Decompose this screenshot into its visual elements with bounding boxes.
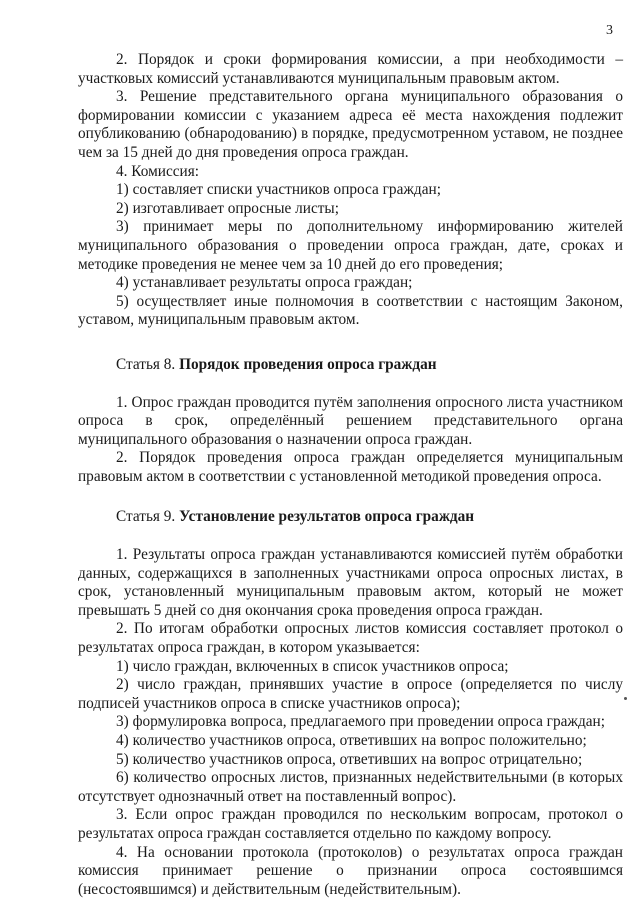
article-prefix: Статья 8. [116, 355, 176, 373]
paragraph: 1. Результаты опроса граждан устанавливаются комиссией путём обработки данных, содержащихся в заполненных участниками опроса опросных листах, в срок, установленный муниципальным правовым актом, который не может превышать 5 дней со дня окончания срока проведения опроса граждан. [78, 546, 623, 619]
paragraph: 2. Порядок проведения опроса граждан определяется муниципальным правовым актом в соответствии с установленной методикой проведения опроса. [78, 449, 623, 485]
scan-speck [624, 697, 627, 700]
paragraph: 3. Решение представительного органа муниципального образования о формировании комиссии с указанием адреса её места нахождения подлежит опубликованию (обнародованию) в порядке, предусмотренном уставом, не позднее чем за 15 дней до дня проведения опроса граждан. [78, 88, 623, 161]
article-title: Порядок проведения опроса граждан [179, 355, 437, 373]
paragraph: 4. Комиссия: [116, 162, 200, 180]
list-item: 5) осуществляет иные полномочия в соответствии с настоящим Законом, уставом, муниципальным правовым актом. [78, 292, 623, 329]
list-item: 4) количество участников опроса, ответивших на вопрос положительно; [116, 732, 587, 749]
page-number: 3 [606, 23, 613, 38]
list-item: 2) число граждан, принявших участие в опросе (определяется по числу подписей участников опроса в списке участников опроса); [78, 676, 623, 712]
article-9-heading [78, 508, 623, 527]
list-item: 2) изготавливает опросные листы; [116, 199, 339, 217]
paragraph: 3. Если опрос граждан проводился по нескольким вопросам, протокол о результатах опроса граждан составляется отдельно по каждому вопросу. [78, 806, 623, 842]
list-item: 1) число граждан, включенных в список участников опроса; [116, 657, 509, 675]
list-item: 5) количество участников опроса, ответивших на вопрос отрицательно; [116, 750, 583, 768]
paragraph: 2. Порядок и сроки формирования комиссии, а при необходимости – участковых комиссий устанавливаются муниципальным правовым актом. [78, 51, 623, 87]
paragraph: 2. По итогам обработки опросных листов комиссия составляет протокол о результатах опроса граждан, в котором указывается: [78, 620, 623, 657]
list-item: 4) устанавливает результаты опроса граждан; [116, 274, 413, 292]
list-item: 3) принимает меры по дополнительному информированию жителей муниципального образования о проведении опроса граждан, дате, сроках и методике проведения не менее чем за 10 дней до его проведения; [78, 218, 623, 273]
article-title: Установление результатов опроса граждан [179, 508, 475, 526]
article-8-heading [78, 356, 623, 375]
article-prefix: Статья 9. [116, 508, 176, 526]
list-item: 3) формулировка вопроса, предлагаемого при проведении опроса граждан; [116, 713, 605, 731]
paragraph: 4. На основании протокола (протоколов) о результатах опроса граждан комиссия принимает решение о признании опроса состоявшимся (несостоявшимся) и действительным (недействительным). [78, 843, 623, 898]
paragraph: 1. Опрос граждан проводится путём заполнения опросного листа участником опроса в срок, определённый решением представительного органа муниципального образования о назначении опроса граждан. [78, 393, 623, 448]
list-item: 1) составляет списки участников опроса граждан; [116, 181, 441, 199]
document-body [78, 51, 623, 899]
list-item: 6) количество опросных листов, признанных недействительными (в которых отсутствует однозначный ответ на поставленный вопрос). [78, 769, 623, 805]
